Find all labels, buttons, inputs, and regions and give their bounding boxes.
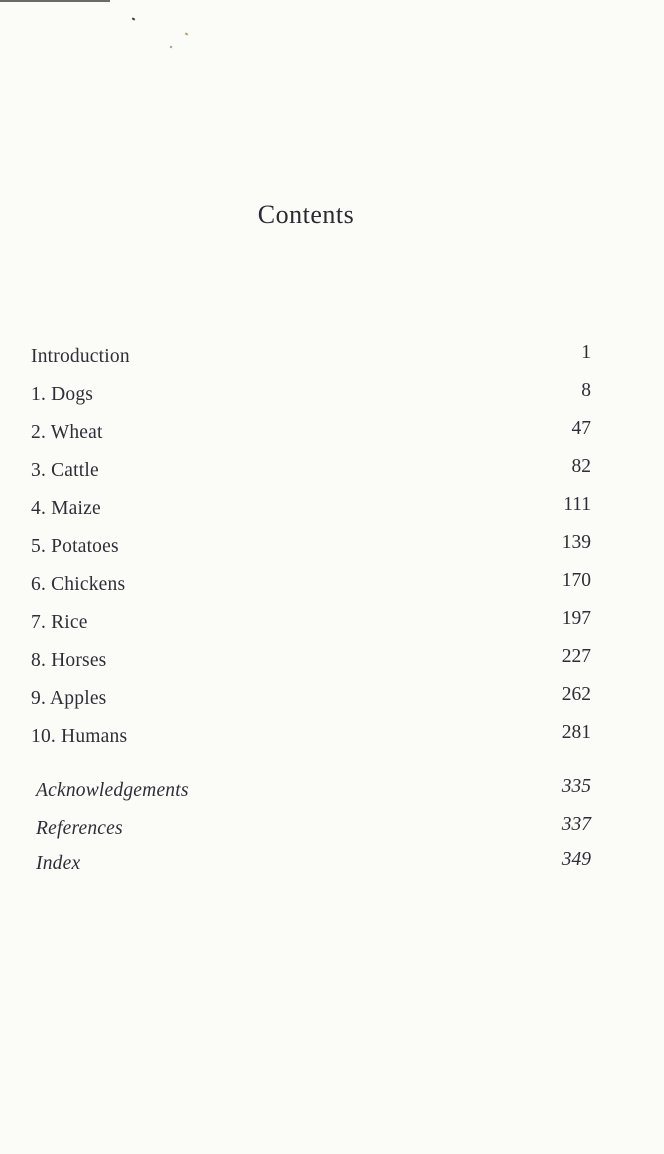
page-title: Contents xyxy=(257,200,355,229)
toc-entry-page: 170 xyxy=(561,570,591,591)
toc-entry-references[interactable] xyxy=(31,814,591,844)
toc-entry-page: 227 xyxy=(561,646,591,667)
print-speck xyxy=(132,17,136,20)
toc-entry-dogs[interactable] xyxy=(31,380,591,410)
toc-entry-title: Acknowledgements xyxy=(36,780,189,801)
toc-entry-title: 8. Horses xyxy=(31,650,107,671)
toc-entry-introduction[interactable] xyxy=(31,342,591,372)
toc-entry-page: 8 xyxy=(581,380,591,401)
toc-entry-title: 7. Rice xyxy=(31,612,88,633)
toc-entry-title: 6. Chickens xyxy=(31,574,126,595)
toc-entry-page: 82 xyxy=(571,456,591,477)
toc-entry-title: References xyxy=(36,818,123,839)
toc-entry-title: Index xyxy=(36,853,81,874)
toc-entry-title: 3. Cattle xyxy=(31,460,99,481)
toc-entry-title: 4. Maize xyxy=(31,498,101,519)
toc-entry-maize[interactable] xyxy=(31,494,591,524)
toc-entry-page: 337 xyxy=(561,814,591,835)
toc-entry-acknowledgements[interactable] xyxy=(31,776,591,806)
toc-entry-title: 2. Wheat xyxy=(31,422,103,443)
toc-entry-page: 335 xyxy=(561,776,591,797)
toc-entry-page: 1 xyxy=(581,342,591,363)
toc-entry-rice[interactable] xyxy=(31,608,591,638)
toc-entry-page: 349 xyxy=(561,849,591,870)
toc-entry-apples[interactable] xyxy=(31,684,591,714)
toc-entry-index[interactable] xyxy=(31,849,591,879)
toc-entry-wheat[interactable] xyxy=(31,418,591,448)
toc-entry-title: 9. Apples xyxy=(31,688,107,709)
print-speck xyxy=(185,32,189,35)
page-edge-line xyxy=(0,0,110,2)
toc-entry-cattle[interactable] xyxy=(31,456,591,486)
toc-entry-potatoes[interactable] xyxy=(31,532,591,562)
toc-entry-page: 111 xyxy=(563,494,591,515)
toc-entry-page: 281 xyxy=(561,722,591,743)
toc-entry-page: 262 xyxy=(561,684,591,705)
toc-entry-humans[interactable] xyxy=(31,722,591,752)
toc-entry-horses[interactable] xyxy=(31,646,591,676)
toc-entry-page: 47 xyxy=(571,418,591,439)
toc-entry-title: Introduction xyxy=(31,346,130,367)
toc-entry-page: 197 xyxy=(561,608,591,629)
toc-entry-title: 1. Dogs xyxy=(31,384,94,405)
print-speck xyxy=(170,46,173,49)
toc-entry-chickens[interactable] xyxy=(31,570,591,600)
toc-entry-page: 139 xyxy=(561,532,591,553)
toc-entry-title: 10. Humans xyxy=(31,726,128,747)
toc-entry-title: 5. Potatoes xyxy=(31,536,119,557)
